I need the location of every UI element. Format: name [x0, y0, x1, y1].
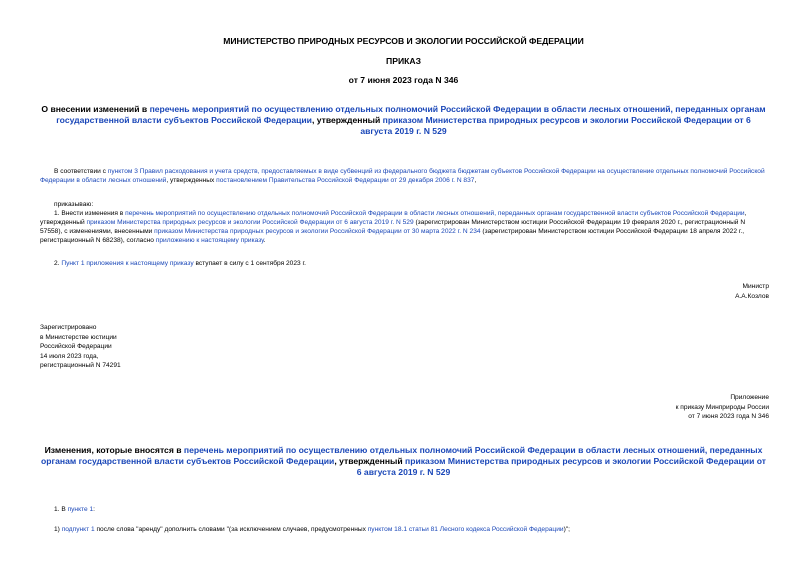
- ministry-heading: МИНИСТЕРСТВО ПРИРОДНЫХ РЕСУРСОВ И ЭКОЛОГИИ РОССИЙСКОЙ ФЕДЕРАЦИИ: [223, 36, 584, 46]
- preamble-link-decree[interactable]: постановлением Правительства Российской Федерации от 29 декабря 2006 г. N 837: [216, 177, 475, 184]
- item1-link-order-529[interactable]: приказом Министерства природных ресурсов и экологии Российской Федерации от 6 августа 2019 г. N 529: [86, 219, 414, 226]
- appendix-item1-text-2: :: [93, 506, 95, 513]
- order-title: [40, 104, 767, 137]
- appendix-title-text-2: , утвержденный: [334, 456, 406, 466]
- registration-line: 14 июля 2023 года,: [40, 352, 99, 360]
- registration-line: Зарегистрировано: [40, 324, 97, 331]
- appendix-item1-link-point[interactable]: пункте 1: [67, 506, 94, 513]
- appendix-title-text-1: Изменения, которые вносятся в: [44, 445, 184, 455]
- appendix-sub1-link-subpoint[interactable]: подпункт 1: [61, 526, 95, 533]
- preamble-text-3: ,: [474, 177, 477, 184]
- appendix-item1-text-1: 1. В: [54, 506, 68, 513]
- appendix-title: [40, 445, 767, 478]
- appendix-subitem-1: [54, 525, 768, 534]
- item2-text-1: 2.: [54, 260, 62, 267]
- signature-name: А.А.Козлов: [735, 293, 769, 300]
- appendix-sub1-text-1: 1): [54, 526, 62, 533]
- item1-text-5: .: [263, 237, 266, 244]
- item-1-paragraph: [40, 209, 768, 245]
- appendix-sub1-text-3: )";: [563, 526, 570, 533]
- preamble-text-2: , утвержденных: [166, 177, 217, 184]
- appendix-title-link-order[interactable]: приказом Министерства природных ресурсов и экологии Российской Федерации от 6 августа 2019 г. N 529: [356, 456, 766, 477]
- item1-link-order-234[interactable]: приказом Министерства природных ресурсов и экологии Российской Федерации от 30 марта 2022 г. N 234: [154, 228, 481, 235]
- item1-link-appendix[interactable]: приложению к настоящему приказу: [155, 237, 264, 244]
- item1-text-3: (зарегистрирован Министерством юстиции Российской Федерации 19 февраля 2020 г., регистрационный N 57558), с изменениями, внесенными: [40, 219, 746, 235]
- preamble-paragraph: [40, 167, 768, 185]
- appendix-sub1-text-2: после слова "аренду" дополнить словами "(за исключением случаев, предусмотренных: [94, 526, 368, 533]
- signature-role: Министр: [742, 283, 769, 290]
- appendix-item-1: [54, 505, 95, 514]
- item1-link-list[interactable]: перечень мероприятий по осуществлению отдельных полномочий Российской Федерации в области лесных отношений, переданных органам государственной власти субъектов Российской Федерации: [125, 210, 745, 217]
- appendix-ref-line: Приложение: [730, 394, 769, 401]
- appendix-sub1-link-forest-code[interactable]: пунктом 18.1 статьи 81 Лесного кодекса Российской Федерации: [367, 526, 564, 533]
- prikazyvayu-label: приказываю:: [54, 201, 94, 208]
- item-2-paragraph: [54, 259, 768, 268]
- appendix-ref-line: от 7 июня 2023 года N 346: [688, 413, 769, 420]
- appendix-reference: [676, 393, 769, 422]
- appendix-ref-line: к приказу Минприроды России: [675, 403, 769, 411]
- registration-line: Российской Федерации: [40, 343, 112, 350]
- title-link-list[interactable]: перечень мероприятий по осуществлению отдельных полномочий Российской Федерации в области лесных отношений, переданных органам государственной власти субъектов Российской Федерации: [56, 104, 766, 125]
- registration-line: в Министерстве юстиции: [40, 333, 117, 341]
- preamble-link-rules[interactable]: пунктом 3 Правил расходования и учета средств, предоставляемых в виде субвенций из федерального бюджета бюджетам субъектов Российской Федерации на осуществление отдельных полномочий Российской Федерации в области лесных отношений: [40, 168, 765, 184]
- preamble-text-1: В соответствии с: [54, 168, 108, 175]
- item1-text-2: , утвержденный: [40, 210, 747, 226]
- title-text-2: , утвержденный: [311, 115, 383, 125]
- item2-link-point[interactable]: Пункт 1 приложения к настоящему приказу: [61, 260, 194, 267]
- doc-type-heading: ПРИКАЗ: [386, 56, 421, 66]
- item2-text-2: вступает в силу с 1 сентября 2023 г.: [193, 260, 306, 267]
- appendix-title-link-list[interactable]: перечень мероприятий по осуществлению отдельных полномочий Российской Федерации в области лесных отношений, переданных органам государственной власти субъектов Российской Федерации: [41, 445, 763, 466]
- title-text-1: О внесении изменений в: [41, 104, 150, 114]
- item1-text-4: (зарегистрирован Министерством юстиции Российской Федерации 18 апреля 2022 г., регистрационный N 68238), согласно: [40, 228, 745, 244]
- title-link-order[interactable]: приказом Министерства природных ресурсов и экологии Российской Федерации от 6 августа 2019 г. N 529: [360, 115, 751, 136]
- registration-line: регистрационный N 74291: [40, 362, 121, 369]
- registration-block: [40, 323, 121, 371]
- doc-date-number: от 7 июня 2023 года N 346: [348, 75, 459, 85]
- item1-text-1: 1. Внести изменения в: [54, 210, 126, 217]
